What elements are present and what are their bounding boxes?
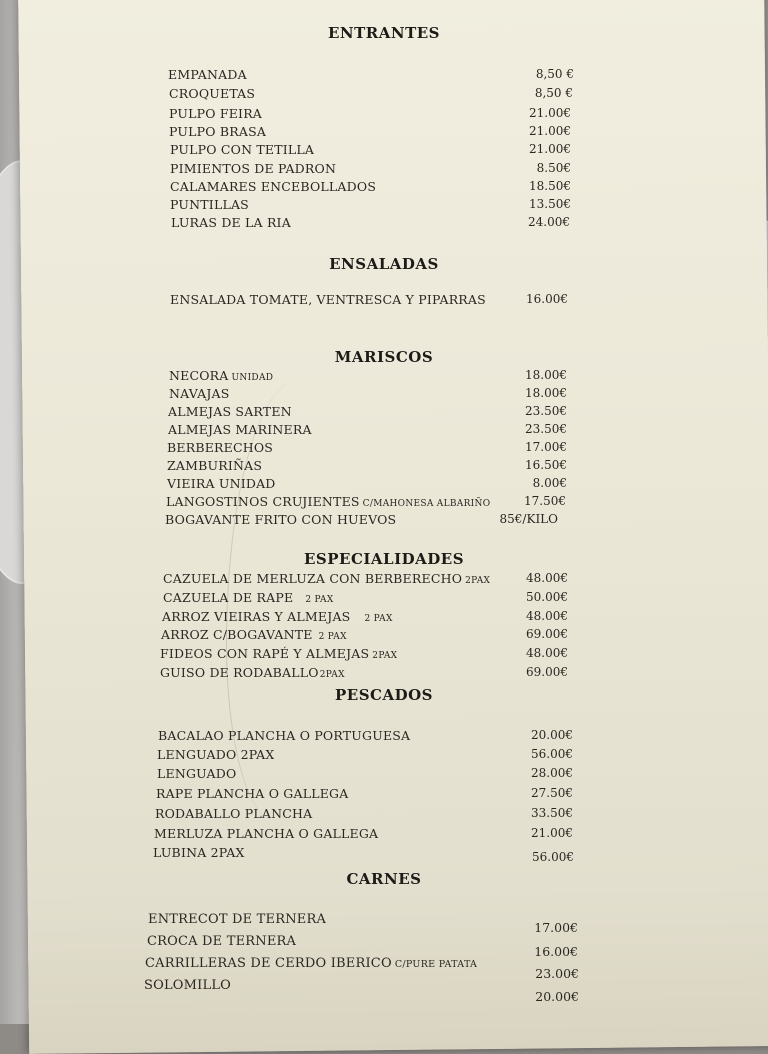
menu-item: [0, 646, 768, 664]
item-name: PULPO FEIRA: [169, 106, 263, 121]
item-name: LENGUADO: [157, 766, 237, 781]
item-name: LURAS DE LA RIA: [171, 215, 291, 230]
menu-item: [0, 404, 768, 422]
item-price: 17.00€: [534, 920, 578, 935]
item-price: 16.00€: [526, 292, 568, 306]
item-price: 48.00€: [526, 571, 568, 585]
item-price: 48.00€: [526, 609, 568, 623]
item-price: 8,50 €: [534, 86, 573, 100]
item-price: 23.00€: [535, 966, 579, 981]
item-name: ENTRECOT DE TERNERA: [148, 912, 327, 927]
menu-item: [0, 86, 768, 104]
menu-item: [0, 627, 768, 645]
item-price: 85€/KILO: [499, 512, 558, 526]
item-name-text: FIDEOS CON RAPÉ Y ALMEJAS: [160, 646, 370, 661]
menu-item: [0, 956, 768, 981]
item-price: 18.50€: [529, 179, 571, 193]
menu-item: [0, 609, 768, 627]
item-name-text: ARROZ VIEIRAS Y ALMEJAS: [162, 609, 351, 624]
item-price: 20.00€: [535, 989, 579, 1004]
item-name: [162, 609, 393, 624]
item-name: [163, 590, 334, 605]
item-price: 48.00€: [526, 646, 568, 660]
item-name: ALMEJAS MARINERA: [168, 422, 312, 437]
item-note: 2 PAX: [364, 614, 393, 624]
item-price: 33.50€: [531, 806, 573, 820]
menu-item: [0, 179, 768, 197]
menu-item: [0, 368, 768, 386]
menu-item: [0, 665, 768, 683]
item-price: 27.50€: [531, 786, 573, 800]
item-name: BOGAVANTE FRITO CON HUEVOS: [165, 512, 397, 527]
menu-item: [0, 440, 768, 458]
menu-item: [0, 292, 768, 310]
menu-item: [0, 67, 768, 85]
item-name: LENGUADO 2PAX: [157, 747, 275, 762]
item-price: 17.50€: [524, 494, 566, 508]
menu-item: [0, 458, 768, 476]
item-name: CROCA DE TERNERA: [147, 934, 297, 949]
menu-item: [0, 197, 768, 215]
menu-item: [0, 422, 768, 440]
menu-item: [0, 215, 768, 233]
item-price: 16.00€: [534, 944, 578, 959]
item-name: PIMIENTOS DE PADRON: [170, 161, 337, 176]
item-name: PULPO BRASA: [169, 124, 267, 139]
item-name: [160, 665, 345, 680]
item-name: [166, 494, 490, 509]
item-note: 2PAX: [372, 651, 398, 661]
item-name: VIEIRA UNIDAD: [167, 476, 276, 491]
item-name: BACALAO PLANCHA O PORTUGUESA: [158, 728, 411, 743]
item-name-text: LANGOSTINOS CRUJIENTES: [166, 494, 360, 509]
item-price: 8,50 €: [535, 67, 574, 81]
item-note: 2 PAX: [305, 595, 334, 605]
item-name: LUBINA 2PAX: [153, 845, 245, 860]
item-name: CROQUETAS: [169, 86, 256, 101]
item-price: 56.00€: [531, 747, 573, 761]
item-name: PULPO CON TETILLA: [170, 142, 315, 157]
item-name: RODABALLO PLANCHA: [155, 806, 313, 821]
item-price: 17.00€: [525, 440, 567, 454]
section-title-mariscos: MARISCOS: [334, 348, 434, 366]
item-price: 28.00€: [531, 766, 573, 780]
item-note: 2PAX: [465, 576, 491, 586]
menu-item: [0, 476, 768, 494]
section-title-entrantes: ENTRANTES: [327, 24, 441, 42]
item-price: 23.50€: [525, 422, 567, 436]
section-title-especialidades: ESPECIALIDADES: [303, 550, 465, 568]
menu-item: [0, 494, 768, 512]
menu-item: [0, 124, 768, 142]
item-price: 8.50€: [536, 161, 571, 175]
menu-item: [0, 912, 768, 935]
item-price: 18.00€: [525, 368, 567, 382]
item-name-text: CAZUELA DE MERLUZA CON BERBERECHO: [163, 571, 463, 586]
menu-item: [0, 512, 768, 530]
item-name: [160, 646, 397, 661]
item-price: 13.50€: [529, 197, 571, 211]
item-name: CALAMARES ENCEBOLLADOS: [170, 179, 377, 194]
item-price: 69.00€: [526, 665, 568, 679]
item-name-text: GUISO DE RODABALLO: [160, 665, 319, 680]
item-price: 21.00€: [529, 142, 571, 156]
item-note: C/MAHONESA ALBARIÑO: [362, 499, 491, 509]
item-name-text: CARRILLERAS DE CERDO IBERICO: [145, 956, 392, 971]
item-name: ZAMBURIÑAS: [167, 458, 263, 473]
item-name-text: ARROZ C/BOGAVANTE: [161, 627, 313, 642]
item-name-text: CAZUELA DE RAPE: [163, 590, 294, 605]
menu-item: [0, 845, 768, 863]
item-price: 21.00€: [529, 106, 571, 120]
menu-item: [0, 747, 768, 765]
menu-item: [0, 826, 768, 844]
item-price: 24.00€: [528, 215, 570, 229]
item-name: RAPE PLANCHA O GALLEGA: [156, 786, 349, 801]
section-title-pescados: PESCADOS: [334, 686, 434, 704]
item-price: 16.50€: [525, 458, 567, 472]
item-note: UNIDAD: [231, 373, 274, 383]
menu-item: [0, 590, 768, 608]
item-name: [163, 571, 490, 586]
menu-item: [0, 106, 768, 124]
menu-item: [0, 786, 768, 804]
item-price: 21.00€: [529, 124, 571, 138]
item-name: SOLOMILLO: [144, 978, 232, 993]
item-name: PUNTILLAS: [170, 197, 249, 212]
item-name: EMPANADA: [168, 67, 247, 82]
section-title-carnes: CARNES: [346, 870, 422, 888]
menu-item: [0, 161, 768, 179]
menu-item: [0, 978, 768, 1004]
menu-item: [0, 571, 768, 589]
item-name: [145, 956, 477, 971]
item-name: [161, 627, 347, 642]
item-price: 18.00€: [525, 386, 567, 400]
item-price: 20.00€: [531, 728, 573, 742]
item-name: ENSALADA TOMATE, VENTRESCA Y PIPARRAS: [170, 292, 486, 307]
menu-item: [0, 142, 768, 160]
item-price: 8.00€: [532, 476, 567, 490]
menu-item: [0, 934, 768, 959]
menu-item: [0, 728, 768, 746]
item-name: ALMEJAS SARTEN: [168, 404, 292, 419]
menu-item: [0, 766, 768, 784]
item-name: NAVAJAS: [169, 386, 230, 401]
section-title-ensaladas: ENSALADAS: [329, 255, 439, 273]
item-name-text: NECORA: [169, 368, 229, 383]
item-price: 69.00€: [526, 627, 568, 641]
item-price: 50.00€: [526, 590, 568, 604]
menu-item: [0, 806, 768, 824]
item-name: MERLUZA PLANCHA O GALLEGA: [154, 826, 379, 841]
item-note: 2 PAX: [318, 632, 347, 642]
item-note: 2PAX: [319, 670, 345, 680]
menu-item: [0, 386, 768, 404]
item-price: 56.00€: [532, 850, 574, 864]
item-name: [169, 368, 273, 383]
item-price: 23.50€: [525, 404, 567, 418]
item-note: C/PURE PATATA: [394, 959, 478, 970]
item-name: BERBERECHOS: [167, 440, 274, 455]
item-price: 21.00€: [531, 826, 573, 840]
